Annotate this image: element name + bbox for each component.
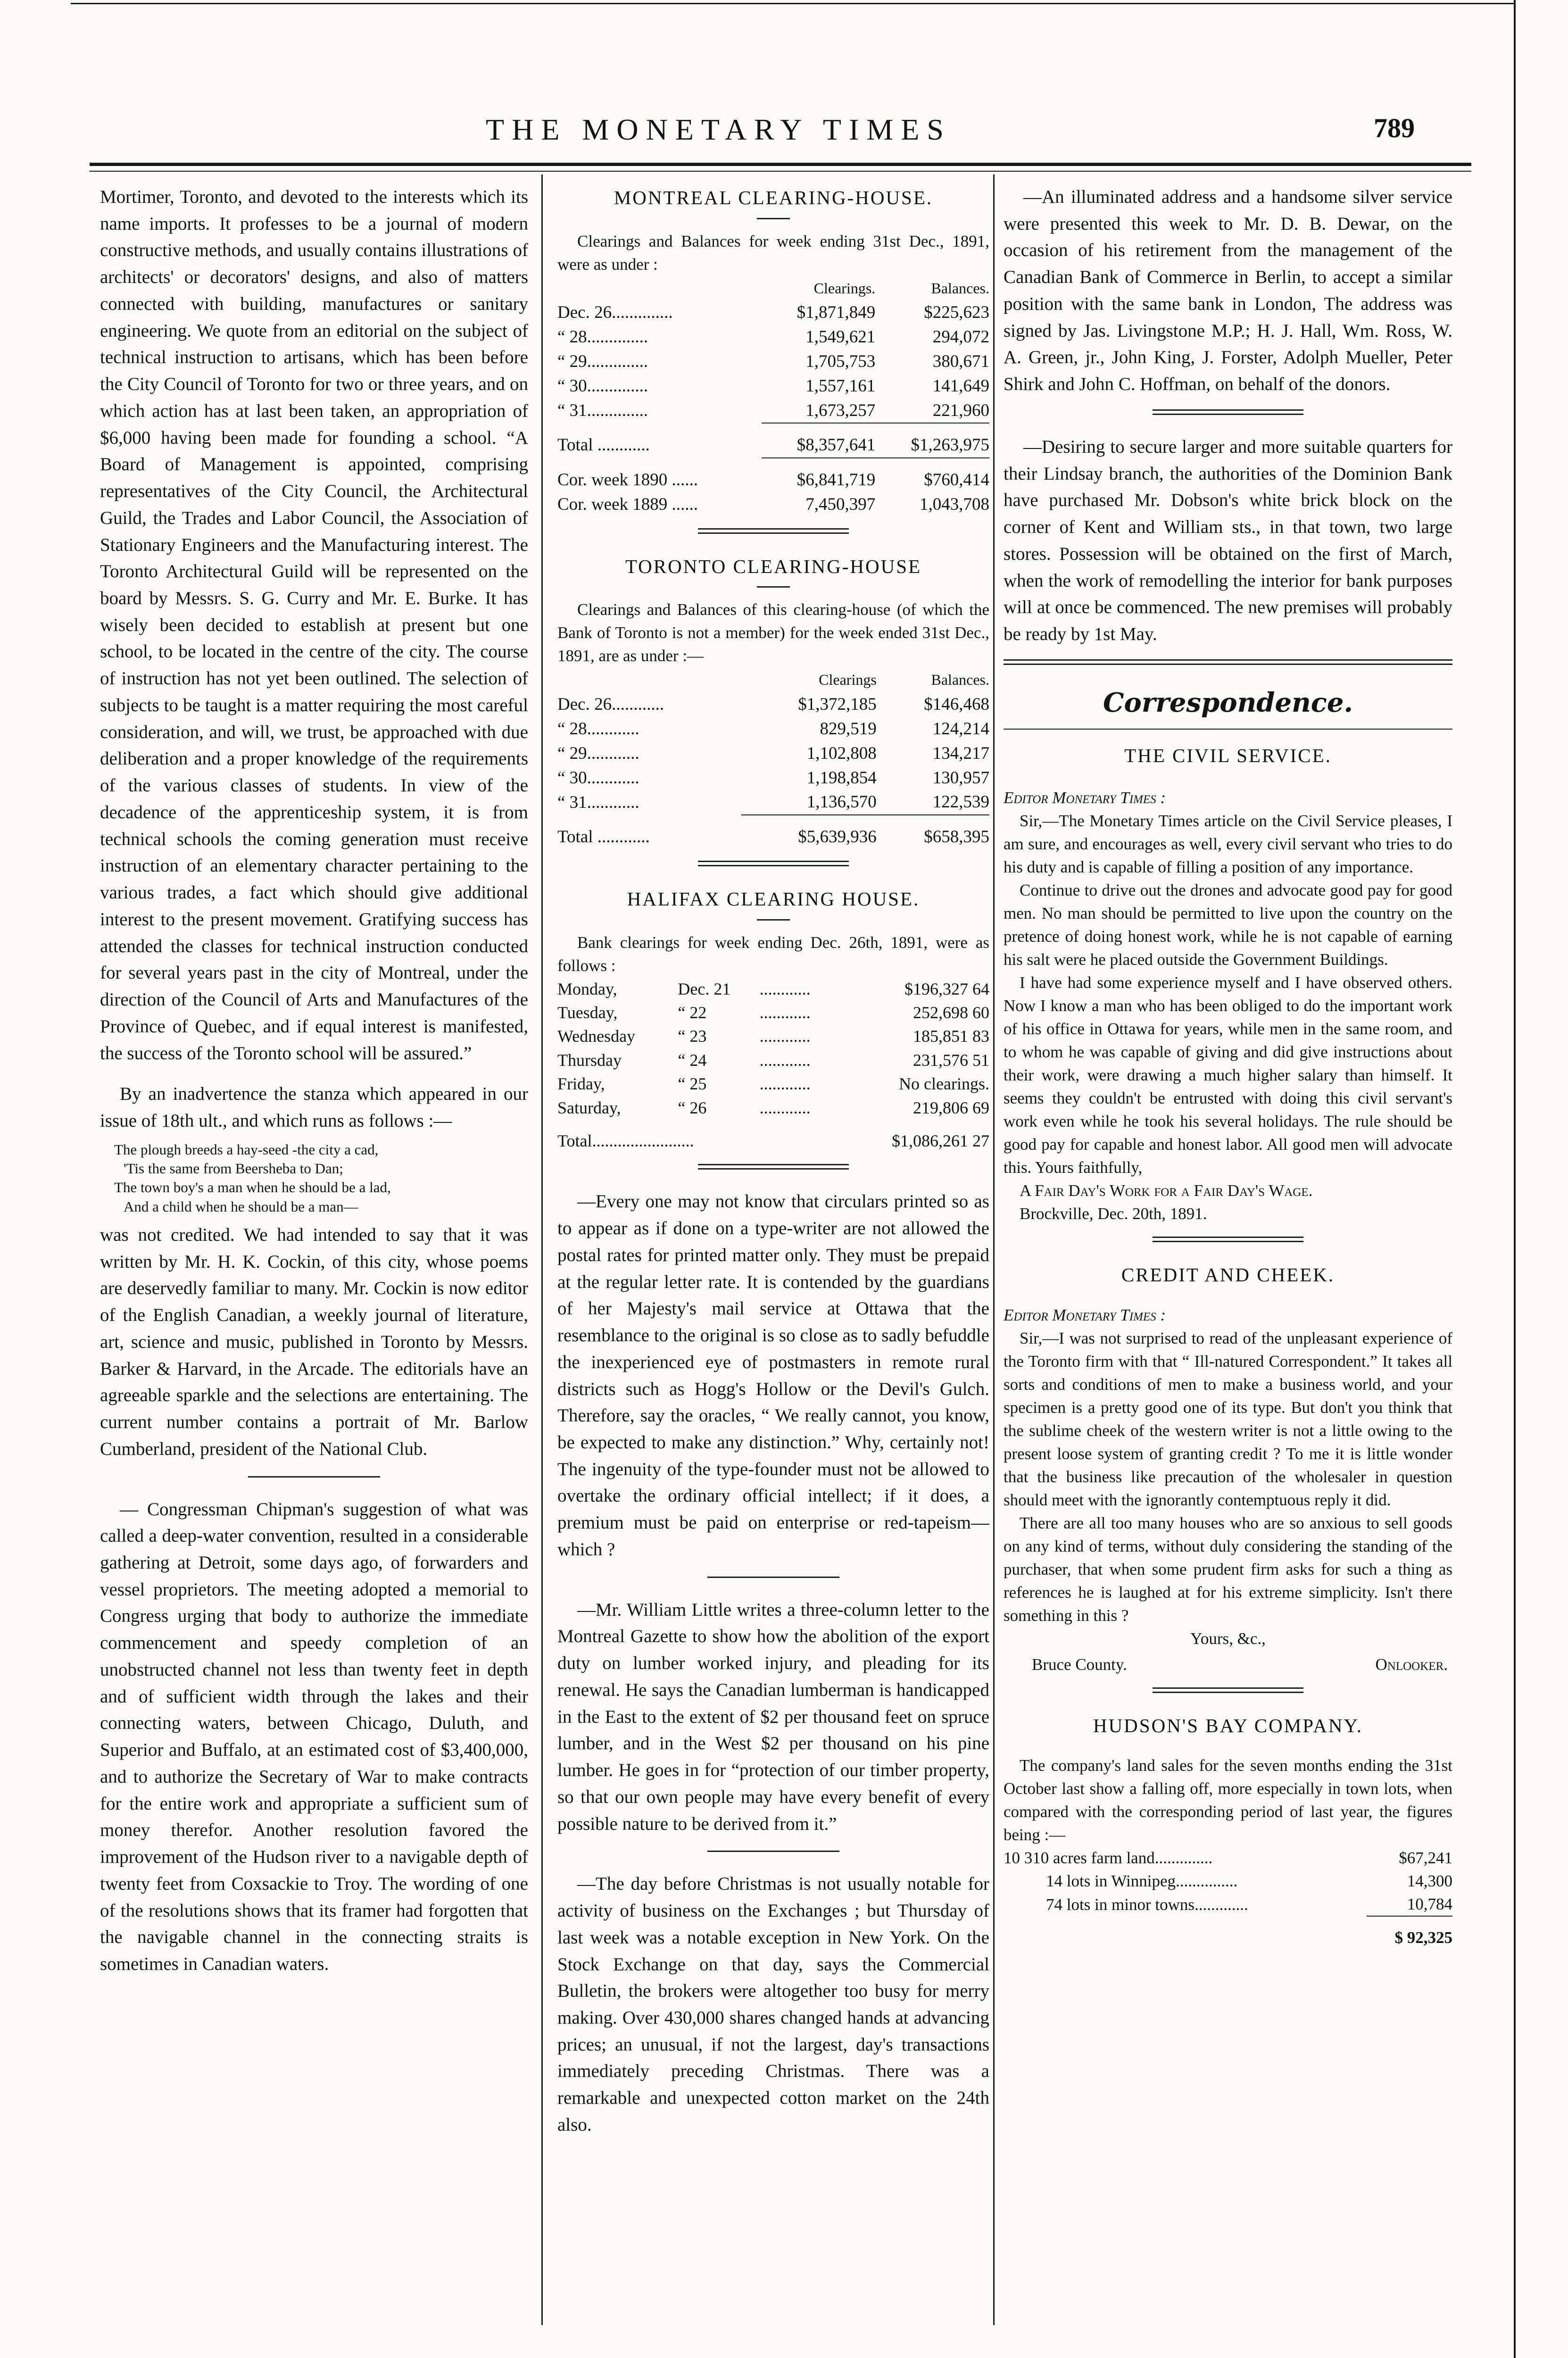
row-date: “ 25: [678, 1074, 707, 1094]
leader-dots: ............: [759, 1074, 811, 1094]
article-paragraph: — Congressman Chipman's suggestion of what was called a deep-water convention, resulted in a considerable gathering at Detroit, some days ago, of forwarders and vessel proprietors. The meeting adopted a memorial to Congress urging that body to authorize the immediate commencement and speedy completion of an unobstructed channel not less than twenty feet in depth and of sufficient width through the lakes and their connecting waters, between Chicago, Duluth, and Superior and Buffalo, at an estimated cost of $3,400,000, and to authorize the Secretary of War to make contracts for the entire work and appropriate a sufficient sum of money therefor. Another resolution favored the improvement of the Hudson river to a navigable depth of twenty feet from Coxsackie to Troy. The wording of one of the resolutions shows that its framer had forgotten that the navigable channel in the connecting straits is sometimes in Canadian waters.: [100, 1499, 528, 1974]
table-row: [557, 1072, 989, 1096]
total-label: Total ............: [557, 435, 650, 455]
total-label: Total ............: [557, 827, 650, 847]
letter-salutation: Editor Monetary Times :: [1004, 788, 1166, 807]
row-date: “ 22: [678, 1003, 707, 1022]
heading-rule: [1004, 729, 1452, 730]
row-date: “ 23: [678, 1027, 707, 1046]
table-row: [557, 766, 989, 790]
poem-stanza: [114, 1140, 528, 1216]
row-date: “ 31............: [557, 792, 639, 812]
clearings-value: No clearings.: [899, 1074, 989, 1094]
clearings-value: $196,327 64: [904, 979, 989, 998]
clearings-value: 219,806 69: [913, 1098, 989, 1117]
table-row: [557, 399, 989, 423]
poem-line: And a child when he should be a man—: [124, 1198, 358, 1215]
article-paragraph: Mortimer, Toronto, and devoted to the interests which its name imports. It professes to be a journal of modern constructive methods, and usually contains illustrations of architects' or decorators' designs, and also of matters connected with building, manufactures or sanitary engineering. We quote from an editorial on the subject of technical instruction to artisans, which has been before the City Council of Toronto for two or three years, and on which action has at last been taken, an appropriation of $6,000 having been made for founding a school. “A Board of Management is appointed, comprising representatives of the City Council, the Architectural Guild, the Trades and Labor Council, the Association of Stationary Engineers and the Manufacturing interest. The Toronto Architectural Guild will be represented on the board by Messrs. S. G. Curry and Mr. E. Burke. It has wisely been decided to establish at present but one school, to be located in the centre of the city. The course of instruction has not yet been outlined. The selection of subjects to be taught is a matter requiring the most careful consideration, and will, we trust, be approached with due deliberation and a proper knowledge of the requirements of the various classes of students. In view of the decadence of the apprenticeship system, it is from technical schools the coming generation must receive instruction of an elementary character pertaining to the various trades, a fact which should give additional interest to the present movement. Gratifying success has attended the classes for technical instruction conducted for several years past in the city of Montreal, under the direction of the Council of Arts and Manufactures of the Province of Quebec, and if equal interest is manifested, the success of the Toronto school will be assured.”: [100, 187, 528, 1063]
table-row: [557, 977, 989, 1001]
poem-line: 'Tis the same from Beersheba to Dan;: [124, 1160, 343, 1177]
balances-value: 122,539: [932, 792, 989, 812]
clearings-value: 1,549,621: [805, 327, 876, 347]
clearings-value: $1,372,185: [798, 695, 877, 714]
section-divider: [1153, 1687, 1303, 1693]
section-divider: [248, 1476, 380, 1478]
column-divider-1: [541, 174, 543, 2325]
balances-value: $760,414: [875, 458, 989, 492]
section-divider: [707, 1851, 839, 1852]
letter-paragraph: Continue to drive out the drones and advocate good pay for good men. No man should be permitted to live upon the country on the pretence of doing honest work, while he is not capable of earning his salt were he placed outside the Government Buildings.: [1004, 880, 1452, 969]
section-heading: MONTREAL CLEARING-HOUSE.: [614, 187, 933, 208]
clearings-value: 252,698 60: [913, 1003, 989, 1022]
heading-dash: [757, 218, 790, 219]
article-paragraph: —Every one may not know that circulars printed so as to appear as if done on a type-writer are not allowed the postal rates for printed matter only. They must be prepaid at the regular letter rate. It is contended by the guardians of her Majesty's mail service at Ottawa that the resemblance to the original is so close as to sadly befuddle the inexperienced eye of postmasters in remote rural districts such as Hogg's Hollow or the Devil's Gulch. Therefore, say the oracles, “ We really cannot, you know, be expected to make any distinction.” Why, certainly not! The ingenuity of the type-founder must not be allowed to overtake the ordinary official intellect; if it does, a premium must be paid on enterprise or red-tapeism—which ?: [557, 1191, 989, 1560]
sales-value: 10,784: [1407, 1895, 1452, 1914]
table-row: [557, 1001, 989, 1024]
table-row: [557, 325, 989, 349]
column-2: [557, 184, 989, 2139]
letter-signature-line: [1004, 1650, 1452, 1676]
balances-value: 130,957: [932, 768, 989, 788]
row-date: Dec. 26..............: [557, 303, 673, 323]
table-intro: Clearings and Balances for week ending 31st Dec., 1891, were as under :: [557, 232, 989, 274]
row-label: Cor. week 1890 ......: [557, 470, 698, 490]
letter-credit-cheek: [1004, 1304, 1452, 1676]
letter-signer: Onlooker.: [1375, 1655, 1448, 1674]
newspaper-title: THE MONETARY TIMES: [486, 113, 951, 146]
column-header: Clearings.: [813, 279, 876, 297]
letter-closing: Yours, &c.,: [1190, 1629, 1266, 1648]
clearings-value: 1,705,753: [805, 352, 876, 372]
row-label: 74 lots in minor towns.............: [1046, 1895, 1248, 1914]
balances-value: 221,960: [932, 400, 989, 420]
row-date: “ 29..............: [557, 352, 648, 372]
clearings-value: $6,841,719: [762, 458, 876, 492]
table-row: [557, 1048, 989, 1072]
toronto-clearing-table: [557, 667, 989, 849]
section-divider: [698, 1164, 849, 1170]
weekday: Wednesday: [557, 1027, 636, 1046]
table-row: [557, 790, 989, 815]
table-row: [1004, 1846, 1452, 1869]
poem-line: The plough breeds a hay-seed -the city a cad,: [114, 1141, 379, 1158]
balances-value: 1,043,708: [920, 495, 989, 515]
balances-value: 380,671: [932, 352, 989, 372]
clearings-total: $8,357,641: [762, 423, 876, 458]
table-row: [1004, 1869, 1452, 1893]
table-row: [557, 1096, 989, 1120]
total-row: [557, 423, 989, 458]
clearings-value: 1,557,161: [805, 376, 876, 396]
column-header: Clearings: [819, 671, 877, 689]
total-row: [557, 1120, 989, 1153]
table-intro: Bank clearings for week ending Dec. 26th, 1891, were as follows :: [557, 933, 989, 975]
row-date: “ 24: [678, 1050, 707, 1070]
balances-value: 124,214: [932, 719, 989, 739]
table-row: [557, 458, 989, 492]
balances-total: $1,263,975: [875, 423, 989, 458]
section-divider: [698, 528, 849, 534]
total-row: [1004, 1916, 1452, 1949]
leader-dots: ............: [759, 1027, 811, 1046]
article-paragraph: was not credited. We had intended to say that it was written by Mr. H. K. Cockin, of this city, whose poems are deservedly familiar to many. Mr. Cockin is now editor of the English Canadian, a weekly journal of literature, art, science and music, published in Toronto by Messrs. Barker & Harvard, in the Arcade. The editorials have an agreeable sparkle and the selections are entertaining. The current number contains a portrait of Mr. Barlow Cumberland, president of the National Club.: [100, 1224, 528, 1459]
table-row: [557, 492, 989, 517]
row-date: “ 29............: [557, 743, 639, 763]
header-rule-thin: [90, 171, 1471, 172]
section-divider: [707, 1577, 839, 1578]
letter-place-date: Brockville, Dec. 20th, 1891.: [1020, 1204, 1207, 1223]
header-rule-top: [71, 3, 1514, 4]
section-divider: [1004, 659, 1452, 665]
table-row: [1004, 1893, 1452, 1916]
halifax-clearing-table: [557, 977, 989, 1153]
section-heading: HUDSON'S BAY COMPANY.: [1093, 1714, 1363, 1736]
clearings-value: 1,198,854: [806, 768, 877, 788]
row-label: 10 310 acres farm land..............: [1004, 1849, 1213, 1868]
row-date: “ 28............: [557, 719, 639, 739]
row-date: “ 30............: [557, 768, 639, 788]
row-date: Dec. 26............: [557, 695, 664, 714]
section-divider: [1153, 409, 1303, 415]
balances-value: 141,649: [932, 376, 989, 396]
clearings-value: 1,136,570: [806, 792, 877, 812]
sales-value: $67,241: [1399, 1849, 1452, 1868]
table-intro: Clearings and Balances of this clearing-house (of which the Bank of Toronto is not a member) for the week ended 31st Dec., 1891, are as under :—: [557, 600, 989, 665]
row-date: Dec. 21: [678, 979, 731, 998]
balances-value: 294,072: [932, 327, 989, 347]
row-date: “ 31..............: [557, 401, 648, 421]
weekday: Tuesday,: [557, 1003, 618, 1022]
land-sales-table: [1004, 1846, 1452, 1949]
balances-value: $146,468: [924, 695, 989, 714]
masthead: [141, 112, 1415, 155]
table-row: [557, 374, 989, 399]
letter-signature: A Fair Day's Work for a Fair Day's Wage.: [1020, 1181, 1313, 1200]
weekday: Monday,: [557, 979, 617, 998]
clearings-value: 185,851 83: [913, 1027, 989, 1046]
section-divider: [1153, 1237, 1303, 1242]
letter-place: Bruce County.: [1032, 1655, 1127, 1674]
weekday: Friday,: [557, 1074, 605, 1094]
column-3: [1004, 184, 1452, 1949]
article-paragraph: By an inadvertence the stanza which appeared in our issue of 18th ult., and which runs as follows :—: [100, 1084, 528, 1131]
row-label: Cor. week 1889 ......: [557, 495, 698, 515]
balances-value: 134,217: [932, 743, 989, 763]
section-divider: [698, 861, 849, 866]
sales-total: $ 92,325: [1367, 1916, 1452, 1949]
montreal-clearing-table: [557, 276, 989, 517]
total-row: [557, 815, 989, 849]
row-date: “ 30..............: [557, 376, 648, 396]
sales-value: 14,300: [1407, 1872, 1452, 1891]
table-row: [557, 717, 989, 741]
header-rule-thick: [90, 163, 1471, 166]
clearings-value: 829,519: [820, 719, 877, 739]
row-date: “ 26: [678, 1098, 707, 1117]
clearings-value: 1,102,808: [806, 743, 877, 763]
column-header: Balances.: [931, 279, 989, 297]
leader-dots: ............: [759, 979, 811, 998]
section-heading: TORONTO CLEARING-HOUSE: [625, 555, 922, 577]
column-1: [100, 184, 528, 1978]
article-paragraph: —An illuminated address and a handsome silver service were presented this week to Mr. D. B. Dewar, on the occasion of his retirement from the management of the Canadian Bank of Commerce in Berlin, to accept a similar position with the same bank in London, The address was signed by Jas. Livingstone M.P.; H. J. Hall, Wm. Ross, W. A. Green, jr., John King, J. Forster, Adolph Mueller, Peter Shirk and John C. Hoffman, on behalf of the donors.: [1004, 187, 1452, 395]
table-row: [557, 741, 989, 766]
letter-paragraph: There are all too many houses who are so anxious to sell goods on any kind of terms, without duly considering the standing of the purchaser, that when some prudent firm asks for such a thing as references he is laughed at for his extreme simplicity. Isn't there something in this ?: [1004, 1513, 1452, 1625]
balances-value: $225,623: [924, 303, 989, 323]
row-label: 14 lots in Winnipeg...............: [1046, 1872, 1238, 1891]
hudsons-bay-article: [1004, 1754, 1452, 1949]
column-header: Balances.: [931, 671, 989, 689]
heading-dash: [757, 919, 790, 921]
right-margin-rule: [1514, 0, 1516, 2358]
clearings-value: 231,576 51: [913, 1050, 989, 1070]
letter-paragraph: Sir,—The Monetary Times article on the Civil Service pleases, I am sure, and encourages as well, every civil servant who tries to do his duty and is capable of filling a position of any importance.: [1004, 811, 1452, 876]
leader-dots: ............: [759, 1050, 811, 1070]
letter-salutation: Editor Monetary Times :: [1004, 1305, 1166, 1324]
clearings-total: $5,639,936: [741, 815, 877, 849]
article-paragraph: —Mr. William Little writes a three-column letter to the Montreal Gazette to show how the abolition of the export duty on lumber worked injury, and pleading for its renewal. He says the Canadian lumberman is handicapped in the East to the extent of $2 per thousand feet on spruce lumber, and in the West $2 per thousand on his pine lumber. He goes in for “protection of our timber property, so that our own people may have every benefit of every possible nature to be derived from it.”: [557, 1599, 989, 1834]
total-label: Total........................: [557, 1131, 694, 1151]
table-row: [557, 349, 989, 374]
clearings-value: 7,450,397: [805, 495, 876, 515]
column-divider-2: [993, 174, 995, 2325]
table-row: [557, 300, 989, 325]
letter-civil-service: [1004, 786, 1452, 1225]
letter-paragraph: Sir,—I was not surprised to read of the unpleasant experience of the Toronto firm with that “ Ill-natured Correspondent.” It takes all sorts and conditions of men to make a business world, and your specimen is a pretty good one of its type. But don't you think that the sublime cheek of the western writer is not a little owing to the present loose system of granting credit ? To me it is little wonder that the business like precaution of the wholesaler in question should meet with the ignorantly contemptuous reply it did.: [1004, 1328, 1452, 1509]
section-heading: CREDIT AND CHEEK.: [1121, 1263, 1335, 1286]
section-heading: HALIFAX CLEARING HOUSE.: [627, 888, 920, 910]
heading-dash: [757, 586, 790, 588]
correspondence-heading: Correspondence.: [1103, 687, 1353, 718]
clearings-value: $1,871,849: [796, 303, 876, 323]
table-row: [557, 692, 989, 717]
balances-total: $658,395: [877, 815, 989, 849]
weekday: Saturday,: [557, 1098, 621, 1117]
leader-dots: ............: [759, 1003, 811, 1022]
page-number: 789: [1374, 113, 1415, 143]
leader-dots: ............: [759, 1098, 811, 1117]
weekday: Thursday: [557, 1050, 622, 1070]
poem-line: The town boy's a man when he should be a lad,: [114, 1179, 391, 1196]
clearings-total: $1,086,261 27: [892, 1131, 989, 1151]
letter-paragraph: I have had some experience myself and I have observed others. Now I know a man who has been obliged to do the important work of his office in Ottawa for years, while men in the same room, and to whom he was capable of giving and did give instructions about their work, were drawing a much higher salary than himself. It seems they couldn't be entrusted with doing this civil servant's work even while he took his several holidays. The rule should be good pay for capable and honest labor. All good men will advocate this. Yours faithfully,: [1004, 973, 1452, 1177]
clearings-value: 1,673,257: [805, 400, 876, 420]
section-heading: THE CIVIL SERVICE.: [1124, 745, 1332, 767]
article-paragraph: —Desiring to secure larger and more suitable quarters for their Lindsay branch, the authorities of the Dominion Bank have purchased Mr. Dobson's white brick block on the corner of Kent and William sts., in that town, two large stores. Possession will be obtained on the first of March, when the work of remodelling the interior for bank purposes will at once be commenced. The new premises will probably be ready by 1st May.: [1004, 436, 1452, 645]
row-date: “ 28..............: [557, 327, 648, 347]
article-paragraph: —The day before Christmas is not usually notable for activity of business on the Exchanges ; but Thursday of last week was a notable exception in New York. On the Stock Exchange on that day, says the Commercial Bulletin, the brokers were altogether too busy for merry making. Over 430,000 shares changed hands at advancing prices; an unusual, if not the largest, day's transactions immediately preceding Christmas. There was a remarkable and unexpected cotton market on the 24th also.: [557, 1874, 989, 2135]
article-paragraph: The company's land sales for the seven months ending the 31st October last show a falling off, more especially in town lots, when compared with the corresponding period of last year, the figures being :—: [1004, 1756, 1452, 1844]
table-row: [557, 1024, 989, 1048]
